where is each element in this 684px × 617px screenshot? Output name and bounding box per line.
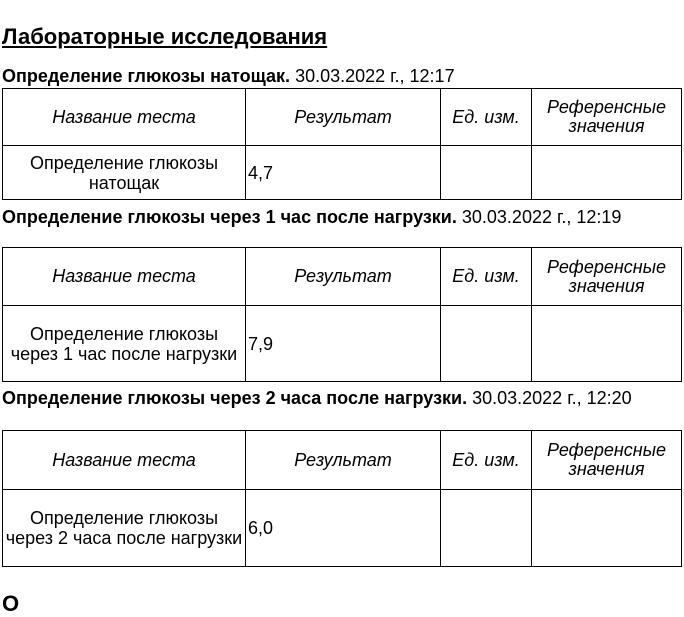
column-header-unit: Ед. изм. [441,89,532,146]
section-title: Определение глюкозы через 2 часа после нагрузки. [2,388,468,408]
result-cell: 7,9 [246,306,441,382]
results-table [2,247,682,382]
section-title: Определение глюкозы через 1 час после нагрузки. [2,207,457,227]
reference-cell [532,306,682,382]
column-header-test-name: Название теста [3,89,246,146]
table-header-row [3,431,682,490]
column-header-unit: Ед. изм. [441,431,532,490]
column-header-test-name: Название теста [3,248,246,306]
test-name-cell: Определение глюкозы через 1 час после нагрузки [3,306,246,382]
next-section-heading: О [2,591,20,616]
results-table [2,430,682,567]
unit-cell [441,146,532,200]
table-row [3,490,682,567]
result-cell: 4,7 [246,146,441,200]
column-header-test-name: Название теста [3,431,246,490]
section-datetime: 30.03.2022 г., 12:17 [295,66,455,86]
section-heading [2,68,682,85]
column-header-result: Результат [246,431,441,490]
section-heading [2,209,682,226]
section-datetime: 30.03.2022 г., 12:20 [472,388,632,408]
unit-cell [441,490,532,567]
table-header-row [3,89,682,146]
result-cell: 6,0 [246,490,441,567]
page-title: Лабораторные исследования [2,24,328,49]
column-header-reference: Референсные значения [532,431,682,490]
section-heading [2,390,682,407]
results-table [2,88,682,200]
test-name-cell: Определение глюкозы натощак [3,146,246,200]
table-header-row [3,248,682,306]
column-header-result: Результат [246,89,441,146]
column-header-reference: Референсные значения [532,89,682,146]
test-name-cell: Определение глюкозы через 2 часа после нагрузки [3,490,246,567]
column-header-reference: Референсные значения [532,248,682,306]
column-header-unit: Ед. изм. [441,248,532,306]
reference-cell [532,490,682,567]
reference-cell [532,146,682,200]
section-datetime: 30.03.2022 г., 12:19 [461,207,622,227]
section-title: Определение глюкозы натощак. [2,66,291,86]
table-row [3,146,682,200]
table-row [3,306,682,382]
column-header-result: Результат [246,248,441,306]
unit-cell [441,306,532,382]
